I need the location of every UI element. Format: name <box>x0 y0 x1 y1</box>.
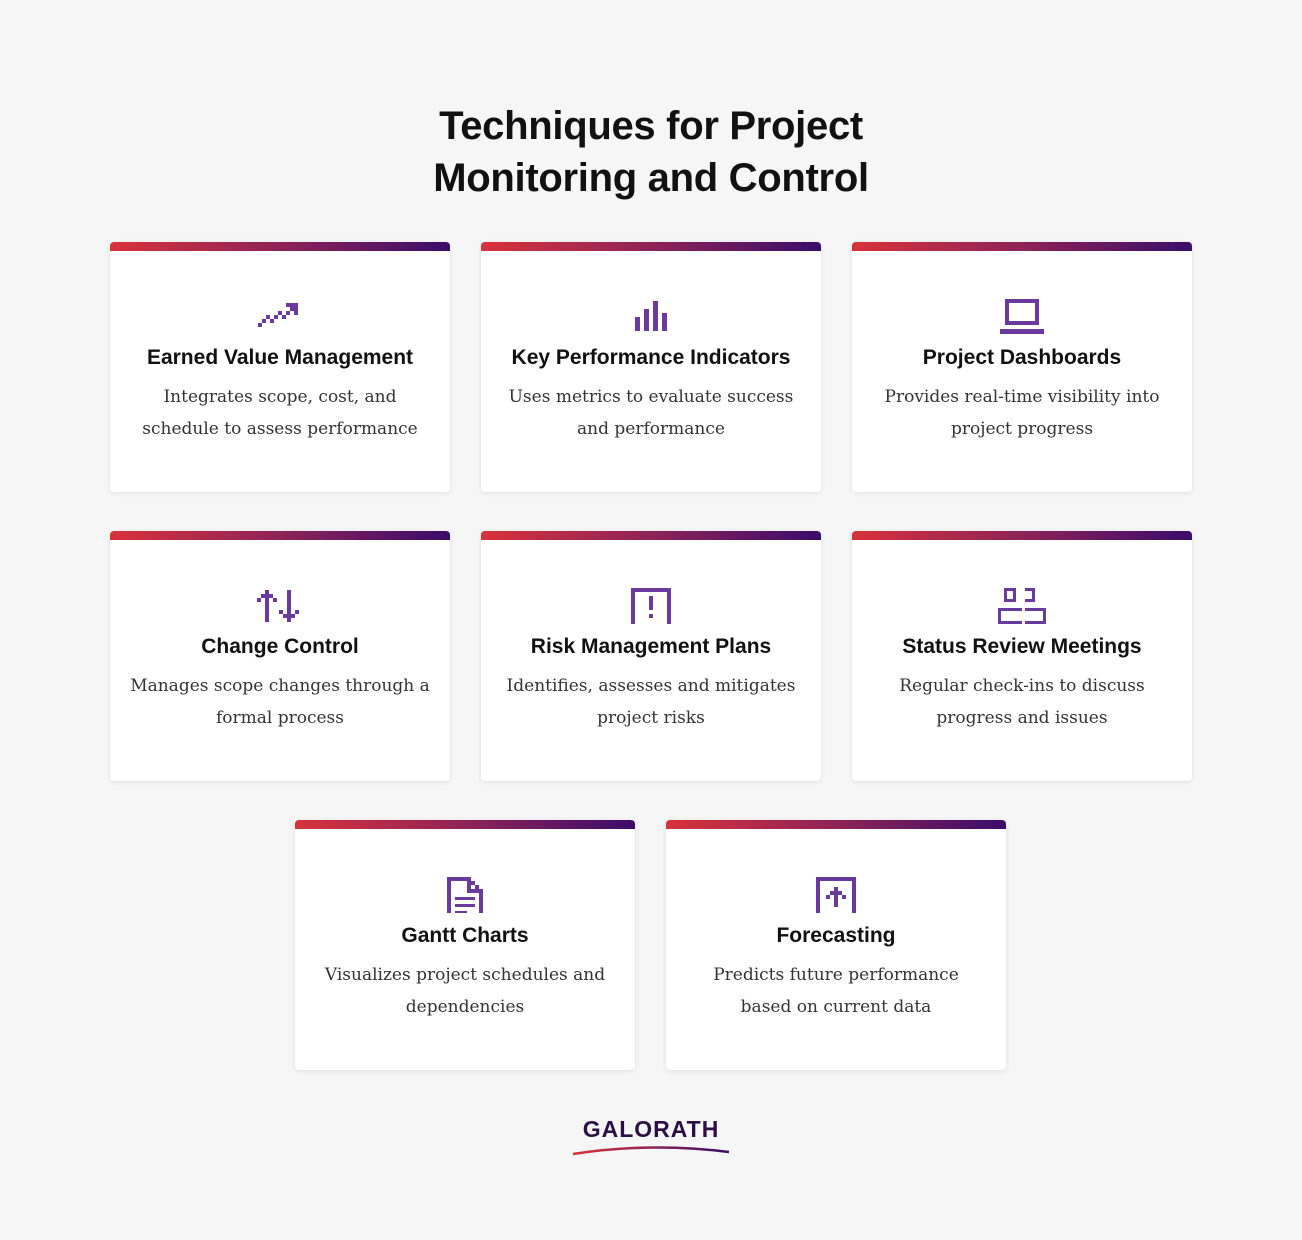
brand-name: GALORATH <box>582 1116 720 1142</box>
card-accent-bar <box>666 820 1006 829</box>
card-accent-bar <box>481 531 821 540</box>
page-title-line-1: Techniques for Project <box>439 104 863 148</box>
card-risk-management-plans <box>481 531 821 781</box>
card-accent-bar <box>852 531 1192 540</box>
card-title: Forecasting <box>776 924 896 947</box>
card-description: Visualizes project schedules and dependencies <box>324 965 606 1017</box>
card-title: Risk Management Plans <box>530 635 772 658</box>
card-title: Earned Value Management <box>146 346 414 369</box>
card-change-control <box>110 531 450 781</box>
card-status-review-meetings <box>852 531 1192 781</box>
bar-chart-icon <box>627 299 675 335</box>
laptop-icon <box>998 299 1046 335</box>
brand-logo <box>551 1112 751 1162</box>
card-key-performance-indicators <box>481 242 821 492</box>
card-title: Change Control <box>201 635 359 658</box>
card-description: Uses metrics to evaluate success and performance <box>508 387 794 439</box>
up-down-arrows-icon <box>256 588 304 624</box>
page-title <box>0 100 1302 204</box>
card-description: Manages scope changes through a formal process <box>130 676 430 728</box>
trend-up-icon <box>256 299 304 335</box>
alert-box-icon <box>627 588 675 624</box>
card-earned-value-management <box>110 242 450 492</box>
brand-swoosh-icon <box>571 1144 731 1156</box>
upload-box-icon <box>812 877 860 913</box>
card-gantt-charts <box>295 820 635 1070</box>
card-project-dashboards <box>852 242 1192 492</box>
card-accent-bar <box>852 242 1192 251</box>
card-accent-bar <box>295 820 635 829</box>
card-title: Gantt Charts <box>401 924 529 947</box>
card-description: Predicts future performance based on current data <box>713 965 959 1017</box>
card-forecasting <box>666 820 1006 1070</box>
users-icon <box>998 588 1046 624</box>
card-description: Identifies, assesses and mitigates project risks <box>506 676 796 728</box>
card-title: Status Review Meetings <box>902 635 1142 658</box>
card-title: Project Dashboards <box>922 346 1122 369</box>
card-accent-bar <box>110 242 450 251</box>
card-description: Integrates scope, cost, and schedule to assess performance <box>142 387 418 439</box>
page-title-line-2: Monitoring and Control <box>433 156 869 200</box>
document-icon <box>441 877 489 913</box>
card-accent-bar <box>110 531 450 540</box>
card-description: Regular check-ins to discuss progress and issues <box>899 676 1145 728</box>
card-description: Provides real-time visibility into project progress <box>884 387 1160 439</box>
card-accent-bar <box>481 242 821 251</box>
card-title: Key Performance Indicators <box>511 346 791 369</box>
